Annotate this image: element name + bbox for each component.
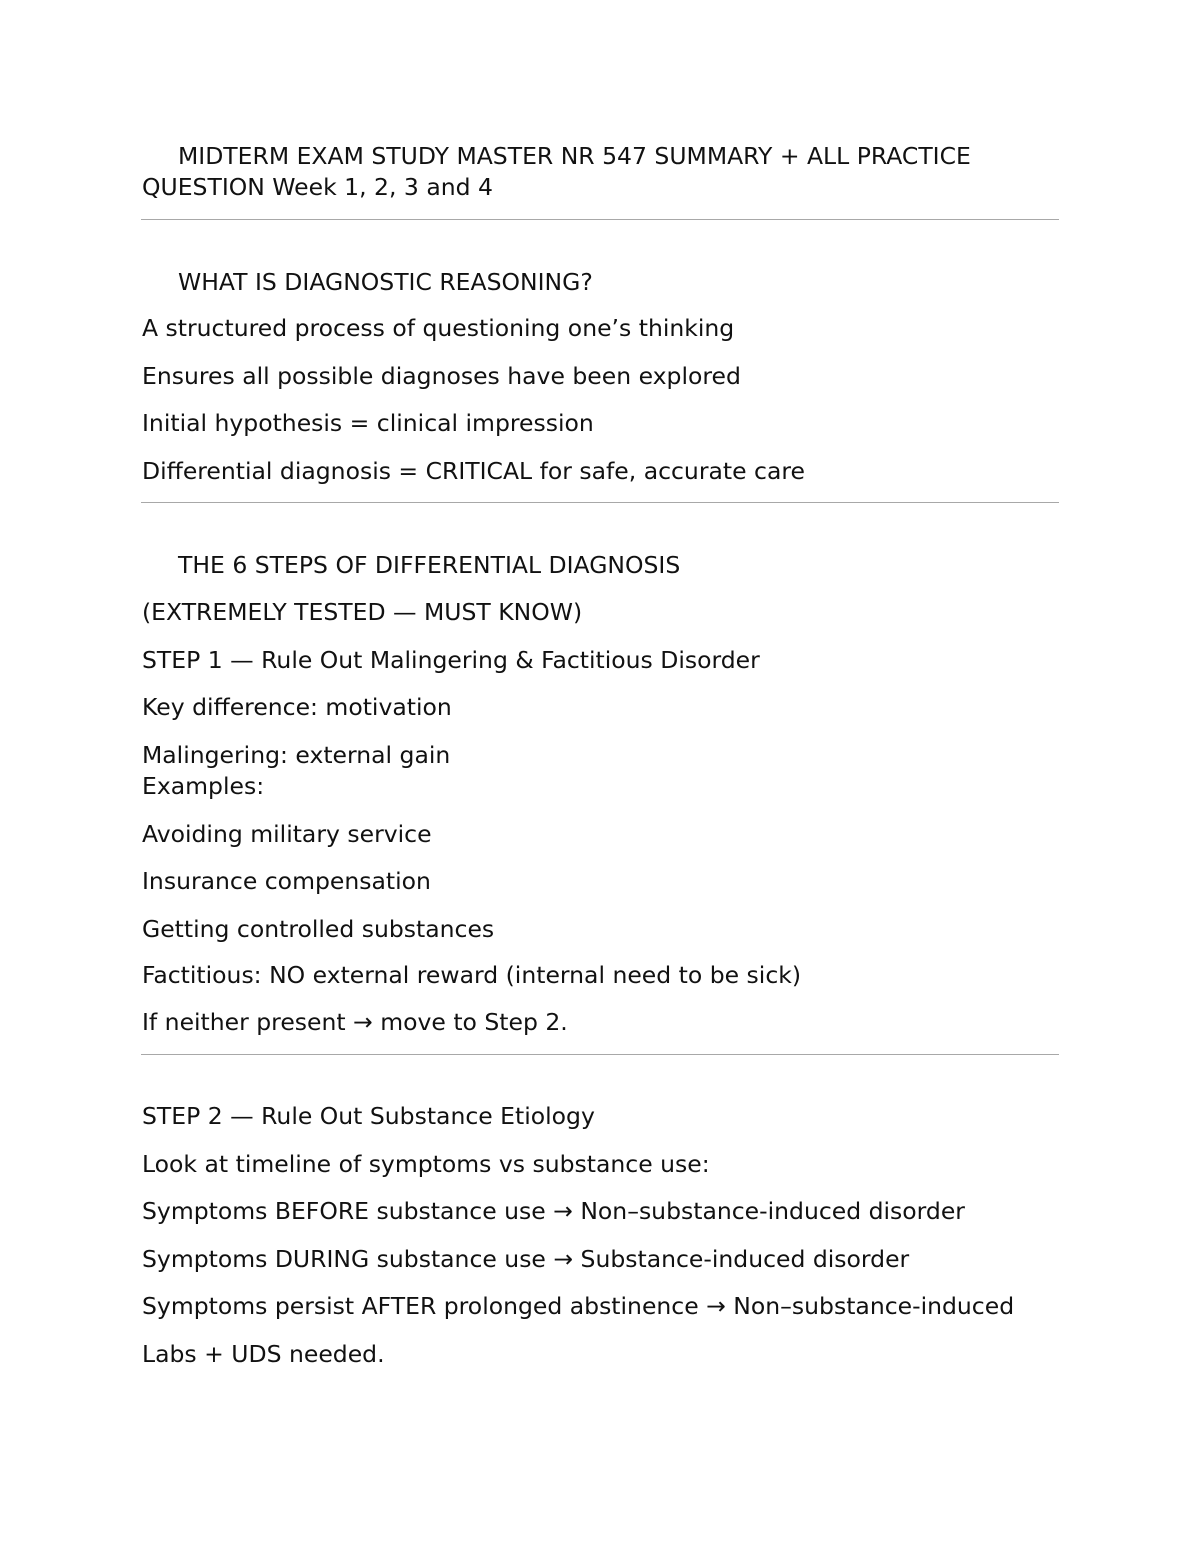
- section-heading-diagnostic-reasoning: WHAT IS DIAGNOSTIC REASONING?: [178, 268, 593, 296]
- text-line: Symptoms BEFORE substance use → Non–substance-induced disorder: [142, 1197, 965, 1225]
- text-line: Initial hypothesis = clinical impression: [142, 409, 594, 437]
- document-title-line-2: QUESTION Week 1, 2, 3 and 4: [142, 173, 493, 201]
- text-line: Symptoms DURING substance use → Substance-induced disorder: [142, 1245, 910, 1273]
- section-divider: [141, 1054, 1059, 1055]
- list-item: Getting controlled substances: [142, 915, 495, 943]
- text-line: Look at timeline of symptoms vs substance use:: [142, 1150, 710, 1178]
- section-note: (EXTREMELY TESTED — MUST KNOW): [142, 598, 583, 626]
- list-item: Avoiding military service: [142, 820, 432, 848]
- document-title-line-1: MIDTERM EXAM STUDY MASTER NR 547 SUMMARY + ALL PRACTICE: [178, 142, 971, 170]
- text-line: Malingering: external gain: [142, 741, 451, 769]
- step-title: STEP 1 — Rule Out Malingering & Factitious Disorder: [142, 646, 760, 674]
- text-line: If neither present → move to Step 2.: [142, 1008, 568, 1036]
- list-item: Insurance compensation: [142, 867, 431, 895]
- step-title: STEP 2 — Rule Out Substance Etiology: [142, 1102, 595, 1130]
- text-line: Differential diagnosis = CRITICAL for safe, accurate care: [142, 457, 805, 485]
- section-divider: [141, 502, 1059, 503]
- text-line: Factitious: NO external reward (internal need to be sick): [142, 961, 802, 989]
- section-divider: [141, 219, 1059, 220]
- text-line: A structured process of questioning one’s thinking: [142, 314, 735, 342]
- text-line: Labs + UDS needed.: [142, 1340, 385, 1368]
- section-heading-six-steps: THE 6 STEPS OF DIFFERENTIAL DIAGNOSIS: [178, 551, 681, 579]
- text-line: Ensures all possible diagnoses have been explored: [142, 362, 741, 390]
- text-line: Symptoms persist AFTER prolonged abstinence → Non–substance-induced: [142, 1292, 1015, 1320]
- text-line: Key difference: motivation: [142, 693, 452, 721]
- examples-label: Examples:: [142, 772, 265, 800]
